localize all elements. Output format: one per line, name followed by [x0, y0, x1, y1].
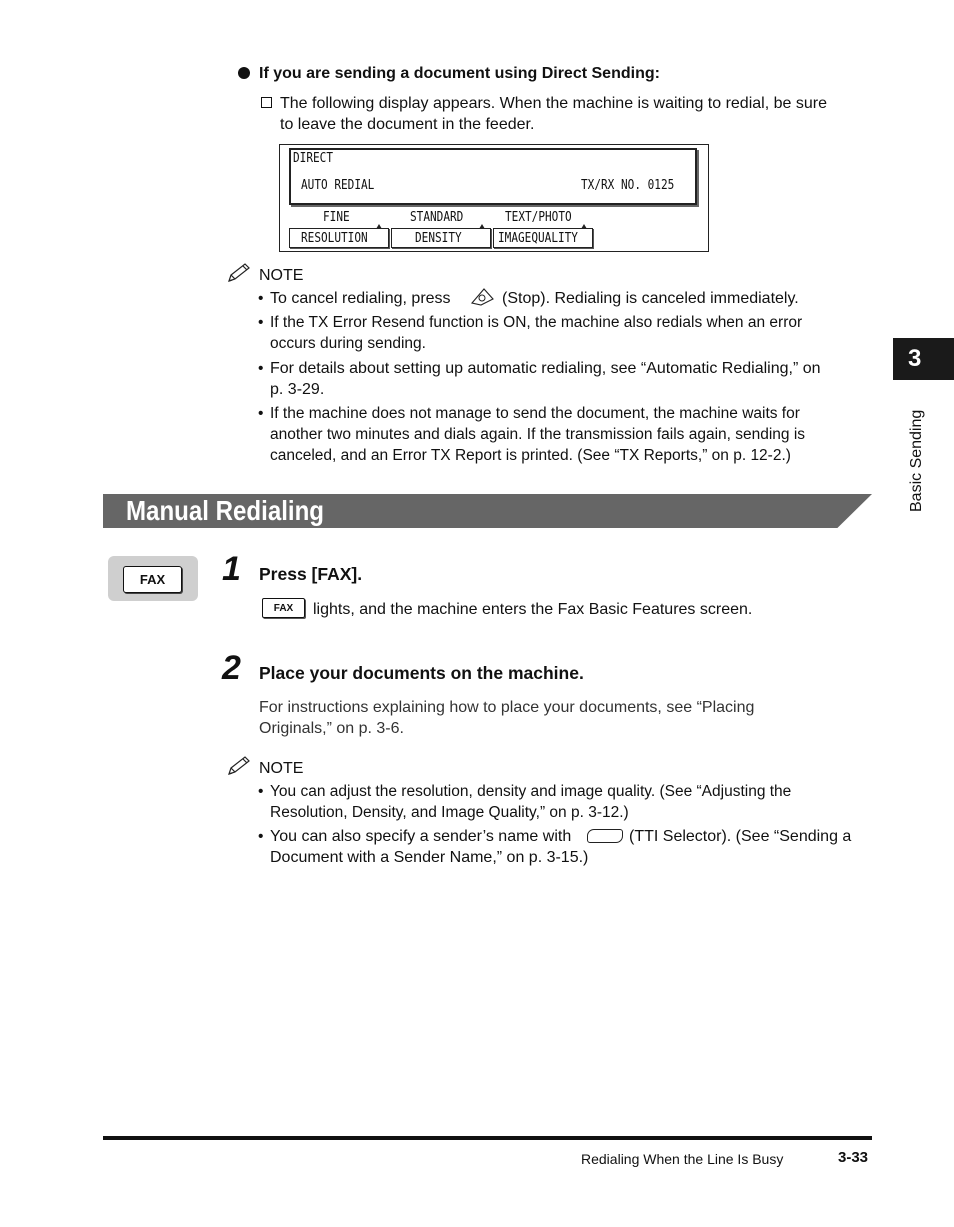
step-1-number: 1 [222, 550, 241, 588]
resolution-button-label: RESOLUTION [301, 230, 368, 246]
tti-selector-icon [587, 829, 623, 843]
density-button-label: DENSITY [415, 230, 462, 246]
note2-item-2-before: You can also specify a sender’s name with [270, 828, 572, 845]
page-number: 3-33 [838, 1149, 869, 1166]
lcd-imagequality-value: TEXT/PHOTO [505, 209, 572, 225]
note2-item-1-line2: Resolution, Density, and Image Quality,” on p. 3-12.) [270, 804, 629, 821]
lcd-status: AUTO REDIAL [301, 177, 375, 193]
resolution-button[interactable] [289, 228, 389, 248]
bullet-icon [238, 67, 250, 79]
note1-item-4-line3: canceled, and an Error TX Report is printed. (See “TX Reports,” on p. 12-2.) [270, 447, 791, 464]
imagequality-button[interactable] [493, 228, 593, 248]
step-1-title: Press [FAX]. [259, 564, 363, 584]
note1-item-1-before: To cancel redialing, press [270, 290, 451, 307]
fax-key[interactable] [123, 566, 182, 593]
density-arrow-icon [479, 224, 485, 229]
note2-item-2-after: (TTI Selector). (See “Sending a [629, 828, 852, 845]
lcd-txrx: TX/RX NO. 0125 [581, 177, 675, 193]
direct-sending-heading: If you are sending a document using Direct Sending: [259, 65, 660, 82]
step-2-line1: For instructions explaining how to place your documents, see “Placing [259, 699, 755, 716]
note1-bullet-4: • [258, 405, 264, 422]
footer-title: Redialing When the Line Is Busy [581, 1151, 784, 1167]
lcd-resolution-value: FINE [323, 209, 350, 225]
note1-bullet-2: • [258, 314, 264, 331]
resolution-arrow-icon [376, 224, 382, 229]
step-2-title: Place your documents on the machine. [259, 663, 584, 683]
direct-sending-text-line2: to leave the document in the feeder. [280, 116, 535, 133]
note2-item-2-line2: Document with a Sender Name,” on p. 3-15.) [270, 849, 589, 866]
note1-item-4-line2: another two minutes and dials again. If the transmission fails again, sending is [270, 426, 806, 443]
note1-item-3-line1: For details about setting up automatic redialing, see “Automatic Redialing,” on [270, 360, 821, 377]
step-2-line2: Originals,” on p. 3-6. [259, 720, 404, 737]
note1-item-2-line2: occurs during sending. [270, 335, 426, 352]
note2-item-1-line1: You can adjust the resolution, density and image quality. (See “Adjusting the [270, 783, 792, 800]
note2-bullet-2: • [258, 828, 264, 845]
checkbox-icon [261, 97, 272, 108]
chapter-tab: 3 [893, 338, 954, 380]
note1-bullet-1: • [258, 290, 264, 307]
pencil-icon [226, 755, 254, 777]
fax-key-small [262, 598, 305, 618]
note2-bullet-1: • [258, 783, 264, 800]
note1-item-3-line2: p. 3-29. [270, 381, 325, 398]
direct-sending-text-line1: The following display appears. When the machine is waiting to redial, be sure [280, 95, 827, 112]
lcd-density-value: STANDARD [410, 209, 464, 225]
pencil-icon [226, 262, 254, 284]
footer-rule [103, 1136, 872, 1140]
fax-key-small-label: FAX [273, 603, 294, 614]
imagequality-arrow-icon [581, 224, 587, 229]
note1-item-4-line1: If the machine does not manage to send the document, the machine waits for [270, 405, 800, 422]
chapter-side-label-text: Basic Sending [908, 409, 925, 512]
note2-label: NOTE [259, 760, 304, 777]
imagequality-button-label: IMAGEQUALITY [498, 230, 578, 246]
step-1-text: lights, and the machine enters the Fax Basic Features screen. [313, 601, 753, 618]
note1-item-2-line1: If the TX Error Resend function is ON, the machine also redials when an error [270, 314, 803, 331]
lcd-mode: DIRECT [293, 150, 334, 166]
section-title: Manual Redialing [126, 495, 325, 526]
note1-label: NOTE [259, 267, 304, 284]
density-button[interactable] [391, 228, 491, 248]
stop-key-icon [468, 286, 496, 308]
fax-key-label: FAX [139, 572, 166, 587]
step-2-number: 2 [222, 649, 241, 687]
note1-bullet-3: • [258, 360, 264, 377]
chapter-side-label [906, 388, 930, 512]
note1-item-1-after: (Stop). Redialing is canceled immediately. [502, 290, 799, 307]
